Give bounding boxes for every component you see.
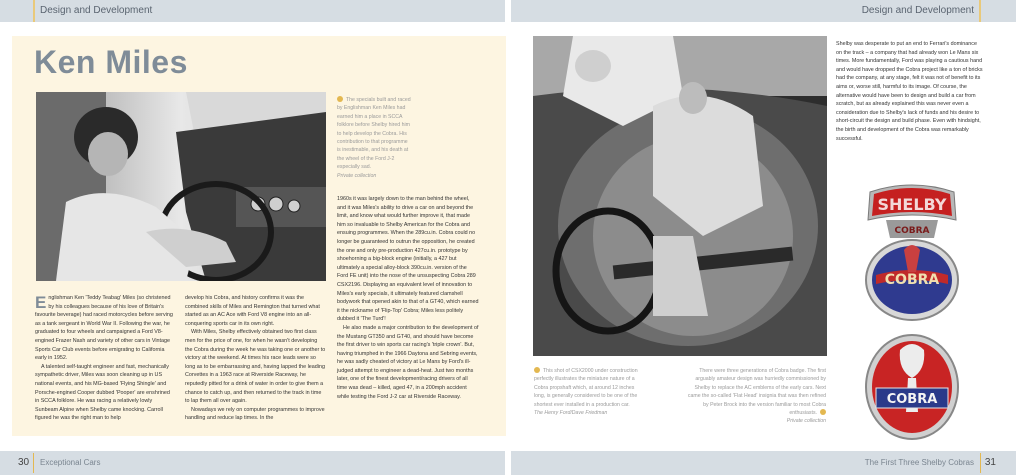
caption-bullet-icon [337, 96, 343, 102]
left-footer-section: Exceptional Cars [40, 458, 101, 467]
body-column-3: 1960s it was largely down to the man behind the wheel, and it was Miles's ability to drive a car on and beyond the limit, and know what would further improve it, that made him so invaluable to Shelby American for the Cobra and ensuing programmes. When the 289cu.in. Cobra could no longer be guaranteed to outrun the opposition, he created the one and only pre-production 427cu.in. prototype by shoehorning a big-block engine (initially, a 427 but ultimately a special alloy-block 390cu.in. version of the Ford FE unit) into the nose of the unsuspecting Cobra 289 CSX2196. Displaying an equivalent level of innovation to Miles's early specials, it ultimately featured clamshell bodywork that opened akin to that of a GT40, which earned it the nickname of 'Flip-Top' Cobra; Miles less politely dubbed it 'The Turd'! He also made a major contribution to the development of the Mustang GT350 and GT40, and should have become the first driver to win sports car racing's 'triple crown'. But, having triumphed in the 1966 Daytona and Sebring events, he was sadly cheated of victory at Le Mans by Ford's ill-judged attempt to engineer a dead-heat. Just two months later, one of the finest development/racing drivers of all time was dead – killed, aged 47, in a 200mph accident while testing the Ford J-2 car at Riverside Raceway. [337, 196, 479, 400]
right-header-label: Design and Development [861, 5, 974, 16]
right-page-text: Shelby was desperate to put an end to Ferrari's dominance on the track – a company that had already won Le Mans six times. More fundamentally, Ford was playing a cautious hand and would have dropped the Cobra project like a ton of bricks had the company, at any stage, felt it was not of benefit to its aims or, worse still, harmful to its image. Of course, the alternative would have been to design and build a car from scratch, but as already explained this was never even a consideration due to Shelby's lack of funds and his desire to short-circuit the design and build phase. Even with hindsight, the birth and development of the Cobra was remarkably successful. [836, 41, 983, 142]
badge2-text: COBRA [884, 272, 940, 288]
footer-divider [33, 453, 34, 473]
construction-photo-caption: This shot of CSX2000 under construction perfectly illustrates the miniature nature of a Cobra propshaft which, at around 12 inches long, is generally considered to be one of the shortest ever installed in a production car. The Henry Ford/Dave Friedman [534, 368, 638, 417]
header-accent-bar [979, 0, 981, 22]
caption-credit: Private collection [786, 418, 826, 425]
csx2000-construction-photo [533, 36, 827, 356]
caption-bullet-icon [820, 409, 826, 415]
caption-credit: The Henry Ford/Dave Friedman [534, 410, 608, 417]
right-page-header [511, 0, 1016, 22]
left-page-footer [0, 451, 505, 475]
right-footer-section: The First Three Shelby Cobras [864, 458, 974, 467]
drop-cap: E [35, 293, 47, 312]
badge1-top-text: SHELBY [877, 195, 947, 214]
right-page-footer [511, 451, 1016, 475]
right-page-number: 31 [984, 457, 996, 468]
page-title: Ken Miles [34, 44, 188, 80]
caption-bullet-icon [534, 367, 540, 373]
ken-miles-driving-photo [36, 92, 326, 281]
badge-caption: There were three generations of Cobra badge. The first arguably amateur design was hurriedly commissioned by Shelby to replace the AC emblems of the early cars. Next came the so-called 'Flat Head' insignia that was then refined by Peter Brock into the version familiar to most Cobra enthusiasts. Private collection [687, 368, 826, 425]
header-accent-bar [33, 0, 35, 22]
left-header-label: Design and Development [40, 5, 153, 16]
badge1-bottom-text: COBRA [894, 226, 930, 236]
footer-divider [980, 453, 981, 473]
left-photo-caption: The specials built and raced by Englishman Ken Miles had earned him a place in SCCA folklore before Shelby hired him to help develop the Cobra. His contribution to that programme is inestimable, and his death at the wheel of the Ford J-2 especially sad. Private collection [337, 97, 411, 179]
badge3-text: COBRA [886, 392, 938, 407]
left-page-header [0, 0, 505, 22]
cobra-badges-graphic [856, 180, 968, 442]
caption-credit: Private collection [337, 172, 377, 179]
cobra-badges-photo [856, 180, 968, 442]
body-column-1: Englishman Ken 'Teddy Teabag' Miles (so christened by his colleagues because of his love of Britain's favourite beverage) had raced motorcycles before serving as a tank sergeant in World War II. Following the war, he graduated to four wheels and campaigned a Ford V8-engined Frazer Nash and variety of other cars in Vintage Sports Car Club events before emigrating to California early in 1952. A talented self-taught engineer and fast, mechanically sympathetic driver, Miles was soon cleaning up in US national events, and his MG-based 'Flying Shingle' and Porsche-engined Cooper dubbed 'Pooper' are enshrined in SCCA folklore. He was racing a relatively lowly Sunbeam Alpine when Shelby came knocking. Carroll figured he was the right man to help [35, 293, 173, 422]
left-page-number: 30 [18, 457, 30, 468]
body-column-2: develop his Cobra, and history confirms it was the combined skills of Miles and Remington that turned what started as an AC Ace with Ford V8 engine into an all-conquering sports car in its own right. With Miles, Shelby effectively obtained two first class men for the price of one, for when he wasn't developing the Cobra during the week he was taking one or another to victory at the weekend. At times his race leads were so long as to be embarrassing and, having lapped the leading Corvettes in a 1963 race at Riverside Raceway, he reputedly pitted for a drink of water in order to give them a chance to catch up, and then returned to the track in time to lap them all over again. Nowadays we rely on computer programmes to improve handling and reduce lap times. In the [185, 295, 326, 422]
